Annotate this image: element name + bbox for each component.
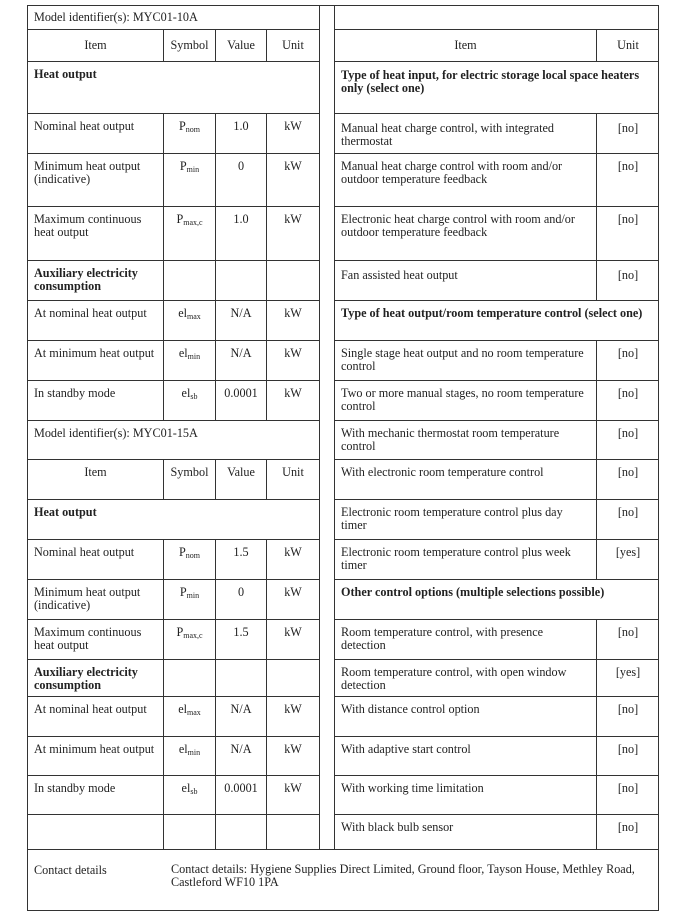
section-heat-input <box>335 62 659 114</box>
table-row <box>335 154 659 207</box>
symbol-cell <box>163 697 215 736</box>
item-label: In standby mode <box>34 386 116 400</box>
model-identifier-1: Model identifier(s): MYC01-10A <box>34 10 198 24</box>
unit-value: [no] <box>596 620 659 659</box>
value: N/A <box>215 697 266 736</box>
aux-heading: Auxiliary electricity consumption <box>34 266 138 293</box>
value: 0.0001 <box>215 381 266 420</box>
item-label: Manual heat charge control with room and/or outdoor temperature feedback <box>341 159 563 186</box>
empty-cell <box>215 815 266 849</box>
section-heading: Type of heat input, for electric storage local space heaters only (select one) <box>341 68 640 95</box>
item-label: Room temperature control, with open window detection <box>341 665 567 692</box>
header-value: Value <box>215 30 266 61</box>
column-gap <box>319 6 335 849</box>
table-row <box>28 580 319 620</box>
symbol: P <box>178 545 186 559</box>
symbol-cell <box>163 620 215 659</box>
empty-cell <box>215 660 266 696</box>
contact-details-row <box>28 849 658 911</box>
symbol-sub: min <box>186 165 200 174</box>
header-item: Item <box>454 38 477 52</box>
contact-value: Contact details: Hygiene Supplies Direct Limited, Ground floor, Tayson House, Methley Road, Castleford WF10 1PA <box>171 862 635 889</box>
item-label: Manual heat charge control, with integrated thermostat <box>341 121 554 148</box>
table-row <box>28 540 319 580</box>
left-header-row-2 <box>28 460 319 500</box>
symbol: P <box>176 625 184 639</box>
table-row <box>335 207 659 261</box>
unit-value: [no] <box>596 697 659 736</box>
unit: kW <box>266 207 319 260</box>
header-symbol: Symbol <box>163 30 215 61</box>
table-row <box>28 620 319 660</box>
right-header-row <box>335 30 659 62</box>
unit-value: [no] <box>596 421 659 459</box>
symbol-sub: min <box>187 748 201 757</box>
table-row <box>28 207 319 261</box>
value: N/A <box>215 341 266 380</box>
value: 1.5 <box>215 540 266 579</box>
item-label: With black bulb sensor <box>341 820 454 834</box>
table-row <box>28 114 319 154</box>
item-label: Fan assisted heat output <box>341 268 458 282</box>
empty-cell <box>266 660 319 696</box>
item-label: With mechanic thermostat room temperature control <box>341 426 560 453</box>
unit: kW <box>266 301 319 340</box>
item-label: Maximum continuous heat output <box>34 625 142 652</box>
symbol-sub: max,c <box>183 631 203 640</box>
symbol-sub: min <box>186 591 200 600</box>
unit: kW <box>266 540 319 579</box>
unit: kW <box>266 737 319 775</box>
table-row <box>28 776 319 815</box>
unit-value: [no] <box>596 737 659 775</box>
value: 1.0 <box>215 114 266 153</box>
unit-value: [no] <box>596 500 659 539</box>
table-row <box>28 341 319 381</box>
item-label: At nominal heat output <box>34 306 147 320</box>
item-label: Electronic heat charge control with room and/or outdoor temperature feedback <box>341 212 575 239</box>
value: 0 <box>215 154 266 206</box>
empty-cell <box>28 815 163 849</box>
table-row <box>28 697 319 737</box>
table-row <box>335 421 659 460</box>
table-row <box>28 381 319 421</box>
item-label: At minimum heat output <box>34 742 155 756</box>
table-row <box>335 540 659 580</box>
unit-value: [yes] <box>596 540 659 579</box>
symbol: P <box>179 585 187 599</box>
symbol: P <box>179 159 187 173</box>
heat-output-section-2 <box>28 500 319 540</box>
item-label: Electronic room temperature control plus day timer <box>341 505 563 532</box>
symbol-cell <box>163 381 215 420</box>
symbol-cell <box>163 776 215 814</box>
symbol: P <box>176 212 184 226</box>
value: N/A <box>215 737 266 775</box>
item-label: Single stage heat output and no room temperature control <box>341 346 584 373</box>
symbol-sub: max <box>187 708 201 717</box>
item-label: Minimum heat output (indicative) <box>34 159 141 186</box>
symbol: el <box>181 781 191 795</box>
value: 1.0 <box>215 207 266 260</box>
item-label: With electronic room temperature control <box>341 465 544 479</box>
unit: kW <box>266 341 319 380</box>
symbol: el <box>178 702 187 716</box>
symbol-sub: min <box>187 352 201 361</box>
symbol: P <box>178 119 186 133</box>
value: 0.0001 <box>215 776 266 814</box>
item-label: At minimum heat output <box>34 346 155 360</box>
symbol-cell <box>163 207 215 260</box>
table-row <box>335 737 659 776</box>
unit-value: [no] <box>596 776 659 814</box>
heat-output-heading: Heat output <box>34 67 97 81</box>
item-label: With distance control option <box>341 702 480 716</box>
table-row <box>335 500 659 540</box>
table-row <box>335 697 659 737</box>
symbol: el <box>178 306 187 320</box>
symbol-sub: sb <box>190 787 198 796</box>
empty-cell <box>163 815 215 849</box>
aux-heading: Auxiliary electricity consumption <box>34 665 138 692</box>
item-label: With working time limitation <box>341 781 484 795</box>
unit: kW <box>266 114 319 153</box>
table-row <box>335 815 659 849</box>
item-label: Nominal heat output <box>34 119 135 133</box>
model-identifier-row <box>28 6 319 30</box>
symbol-cell <box>163 114 215 153</box>
item-label: In standby mode <box>34 781 116 795</box>
unit-value: [no] <box>596 815 659 849</box>
unit: kW <box>266 776 319 814</box>
table-row <box>335 341 659 381</box>
item-label: At nominal heat output <box>34 702 147 716</box>
item-label: Room temperature control, with presence detection <box>341 625 544 652</box>
value: N/A <box>215 301 266 340</box>
symbol-sub: max <box>187 312 201 321</box>
header-item: Item <box>84 465 107 479</box>
unit: kW <box>266 381 319 420</box>
section-heat-output-control <box>335 301 659 341</box>
header-value: Value <box>215 460 266 499</box>
table-row <box>335 381 659 421</box>
table-row <box>335 460 659 500</box>
unit: kW <box>266 697 319 736</box>
header-item: Item <box>84 38 107 52</box>
unit-value: [no] <box>596 207 659 260</box>
item-label: Minimum heat output (indicative) <box>34 585 141 612</box>
table-row <box>28 154 319 207</box>
unit: kW <box>266 154 319 206</box>
symbol-cell <box>163 154 215 206</box>
section-heading: Other control options (multiple selections possible) <box>341 585 605 599</box>
symbol: el <box>181 386 191 400</box>
symbol: el <box>178 346 188 360</box>
unit: kW <box>266 620 319 659</box>
section-heading: Type of heat output/room temperature control (select one) <box>341 306 643 320</box>
empty-row <box>28 815 319 849</box>
table-row <box>335 620 659 660</box>
symbol-sub: max,c <box>183 218 203 227</box>
symbol-sub: sb <box>190 392 198 401</box>
unit-value: [yes] <box>596 660 659 696</box>
empty-cell <box>215 261 266 300</box>
right-top-row <box>335 6 659 30</box>
value: 1.5 <box>215 620 266 659</box>
unit-value: [no] <box>596 460 659 499</box>
contact-label: Contact details <box>34 863 107 877</box>
header-unit: Unit <box>596 30 659 61</box>
aux-section <box>28 261 319 301</box>
item-label: With adaptive start control <box>341 742 471 756</box>
unit-value: [no] <box>596 341 659 380</box>
symbol-cell <box>163 540 215 579</box>
symbol-cell <box>163 580 215 619</box>
item-label: Two or more manual stages, no room temperature control <box>341 386 584 413</box>
symbol-cell <box>163 301 215 340</box>
symbol-sub: nom <box>185 125 200 134</box>
unit: kW <box>266 580 319 619</box>
empty-cell <box>163 261 215 300</box>
table-row <box>335 660 659 697</box>
model-identifier-2: Model identifier(s): MYC01-15A <box>34 426 198 440</box>
unit-value: [no] <box>596 261 659 300</box>
heat-output-section <box>28 62 319 114</box>
table-row <box>335 114 659 154</box>
value: 0 <box>215 580 266 619</box>
header-unit: Unit <box>266 460 319 499</box>
section-other-control <box>335 580 659 620</box>
symbol-cell <box>163 341 215 380</box>
unit-value: [no] <box>596 114 659 153</box>
left-header-row <box>28 30 319 62</box>
item-label: Electronic room temperature control plus week timer <box>341 545 571 572</box>
empty-cell <box>163 660 215 696</box>
heat-output-heading: Heat output <box>34 505 97 519</box>
empty-cell <box>266 261 319 300</box>
header-symbol: Symbol <box>163 460 215 499</box>
item-label: Maximum continuous heat output <box>34 212 142 239</box>
table-row <box>335 261 659 301</box>
unit-value: [no] <box>596 381 659 420</box>
table-row <box>28 301 319 341</box>
empty-cell <box>266 815 319 849</box>
symbol: el <box>178 742 188 756</box>
product-info-table <box>27 5 659 911</box>
unit-value: [no] <box>596 154 659 206</box>
model-identifier-row <box>28 421 319 460</box>
table-row <box>28 737 319 776</box>
item-label: Nominal heat output <box>34 545 135 559</box>
aux-section-2 <box>28 660 319 697</box>
symbol-cell <box>163 737 215 775</box>
header-unit: Unit <box>266 30 319 61</box>
symbol-sub: nom <box>185 551 200 560</box>
table-row <box>335 776 659 815</box>
